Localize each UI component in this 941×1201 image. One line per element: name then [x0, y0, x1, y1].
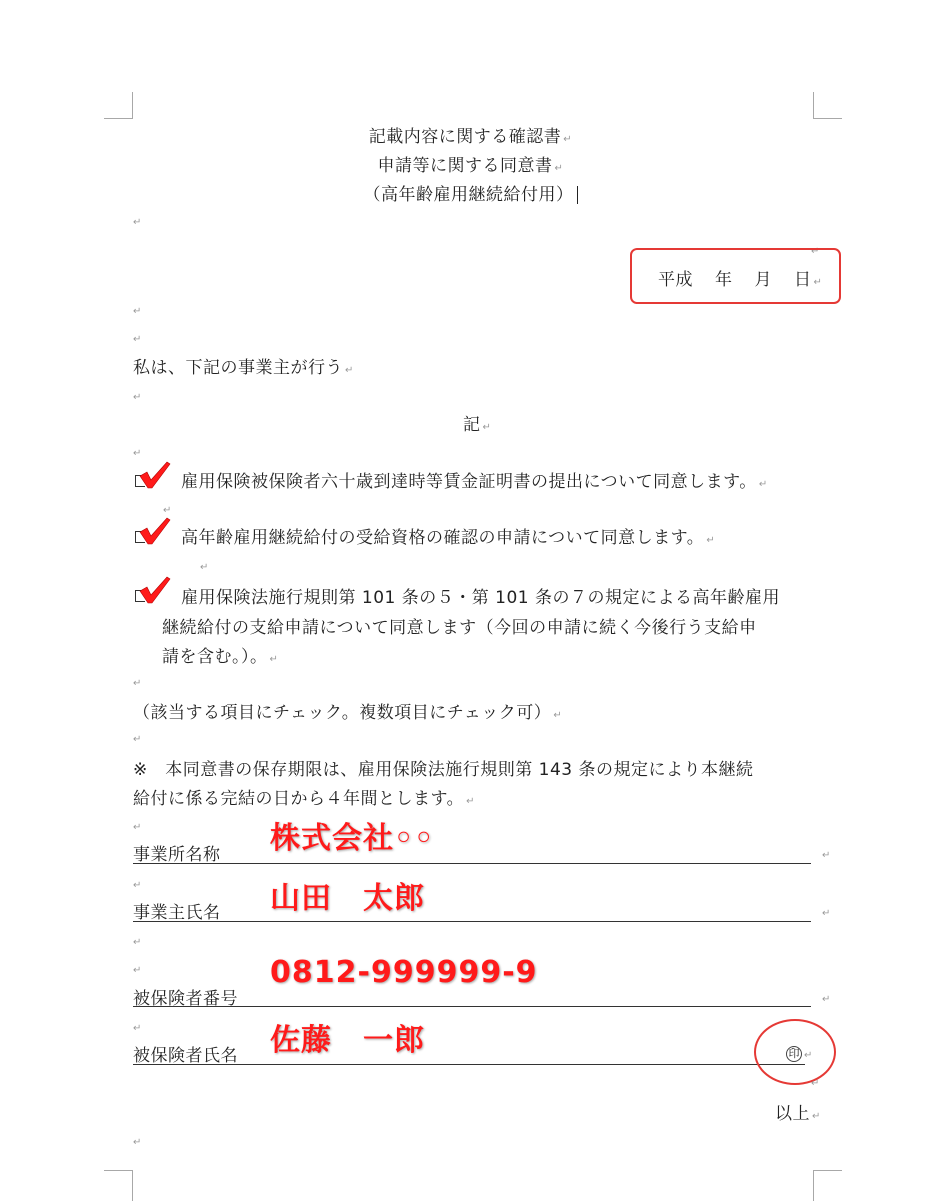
- item-2-text[interactable]: 高年齢雇用継続給付の受給資格の確認の申請について同意します。 ↵: [181, 528, 716, 548]
- empty-paragraph-mark: ↵: [822, 908, 831, 919]
- item-3-text-line-2[interactable]: 継続給付の支給申請について同意します（今回の申請に続く今後行う支給申: [162, 618, 757, 638]
- employer-name-underline: [133, 921, 811, 922]
- title-line-1[interactable]: 記載内容に関する確認書 ↵: [368, 127, 573, 147]
- office-name-label: 事業所名称: [133, 845, 221, 865]
- seal-mark: 印: [786, 1046, 802, 1062]
- item-3-text-line-3[interactable]: 請を含む。）。 ↵: [162, 647, 279, 667]
- empty-paragraph-mark: ↵: [133, 734, 142, 745]
- empty-paragraph-mark: ↵: [133, 217, 142, 228]
- office-name-underline: [133, 863, 811, 864]
- ki-heading[interactable]: 記 ↵: [463, 415, 492, 435]
- checkmark-icon: [137, 575, 171, 605]
- insured-number-label: 被保険者番号: [133, 989, 238, 1009]
- intro-text[interactable]: 私は、下記の事業主が行う ↵: [133, 358, 354, 378]
- insured-name-value[interactable]: 佐藤 一郎: [270, 1023, 425, 1058]
- employer-name-value[interactable]: 山田 太郎: [270, 881, 425, 916]
- empty-paragraph-mark: ↵: [163, 505, 172, 516]
- empty-paragraph-mark: ↵: [133, 880, 142, 891]
- empty-paragraph-mark: ↵: [811, 246, 820, 257]
- crop-mark-bottom-right: [813, 1170, 842, 1201]
- empty-paragraph-mark: ↵: [133, 678, 142, 689]
- empty-paragraph-mark: ↵: [133, 937, 142, 948]
- office-name-value[interactable]: 株式会社◦◦: [270, 821, 435, 856]
- checkmark-icon: [137, 460, 171, 490]
- item-1-text[interactable]: 雇用保険被保険者六十歳到達時等賃金証明書の提出について同意します。 ↵: [181, 472, 768, 492]
- empty-paragraph-mark: ↵: [804, 1050, 813, 1061]
- empty-paragraph-mark: ↵: [133, 448, 142, 459]
- item-3-text-line-1[interactable]: 雇用保険法施行規則第 101 条の５・第 101 条の７の規定による高年齢雇用: [181, 588, 781, 608]
- insured-name-underline: [133, 1064, 805, 1065]
- checkmark-icon: [137, 516, 171, 546]
- seal-highlight-circle: [754, 1019, 836, 1085]
- insured-number-underline: [133, 1006, 811, 1007]
- insured-name-label: 被保険者氏名: [133, 1046, 238, 1066]
- empty-paragraph-mark: ↵: [822, 994, 831, 1005]
- crop-mark-bottom-left: [104, 1170, 133, 1201]
- empty-paragraph-mark: ↵: [133, 965, 142, 976]
- crop-mark-top-right: [813, 92, 842, 119]
- date-line[interactable]: 平成 年 月 日 ↵: [658, 270, 823, 290]
- empty-paragraph-mark: ↵: [200, 562, 209, 573]
- empty-paragraph-mark: ↵: [133, 822, 142, 833]
- title-line-2[interactable]: 申請等に関する同意書 ↵: [377, 156, 564, 176]
- empty-paragraph-mark: ↵: [133, 1137, 142, 1148]
- crop-mark-top-left: [104, 92, 133, 119]
- retention-line-2[interactable]: 給付に係る完結の日から４年間とします。 ↵: [133, 789, 476, 809]
- closing-text[interactable]: 以上 ↵: [775, 1104, 821, 1124]
- empty-paragraph-mark: ↵: [133, 392, 142, 403]
- empty-paragraph-mark: ↵: [822, 850, 831, 861]
- check-note[interactable]: （該当する項目にチェック。複数項目にチェック可） ↵: [133, 703, 563, 723]
- insured-number-value[interactable]: 0812-999999-9: [270, 955, 538, 990]
- title-line-3[interactable]: （高年齢雇用継続給付用）: [0, 185, 941, 205]
- retention-line-1[interactable]: ※ 本同意書の保存期限は、雇用保険法施行規則第 143 条の規定により本継続: [133, 760, 754, 780]
- empty-paragraph-mark: ↵: [133, 306, 142, 317]
- empty-paragraph-mark: ↵: [811, 1078, 820, 1089]
- empty-paragraph-mark: ↵: [133, 1023, 142, 1034]
- text-cursor: [577, 186, 578, 204]
- empty-paragraph-mark: ↵: [133, 334, 142, 345]
- employer-name-label: 事業主氏名: [133, 903, 221, 923]
